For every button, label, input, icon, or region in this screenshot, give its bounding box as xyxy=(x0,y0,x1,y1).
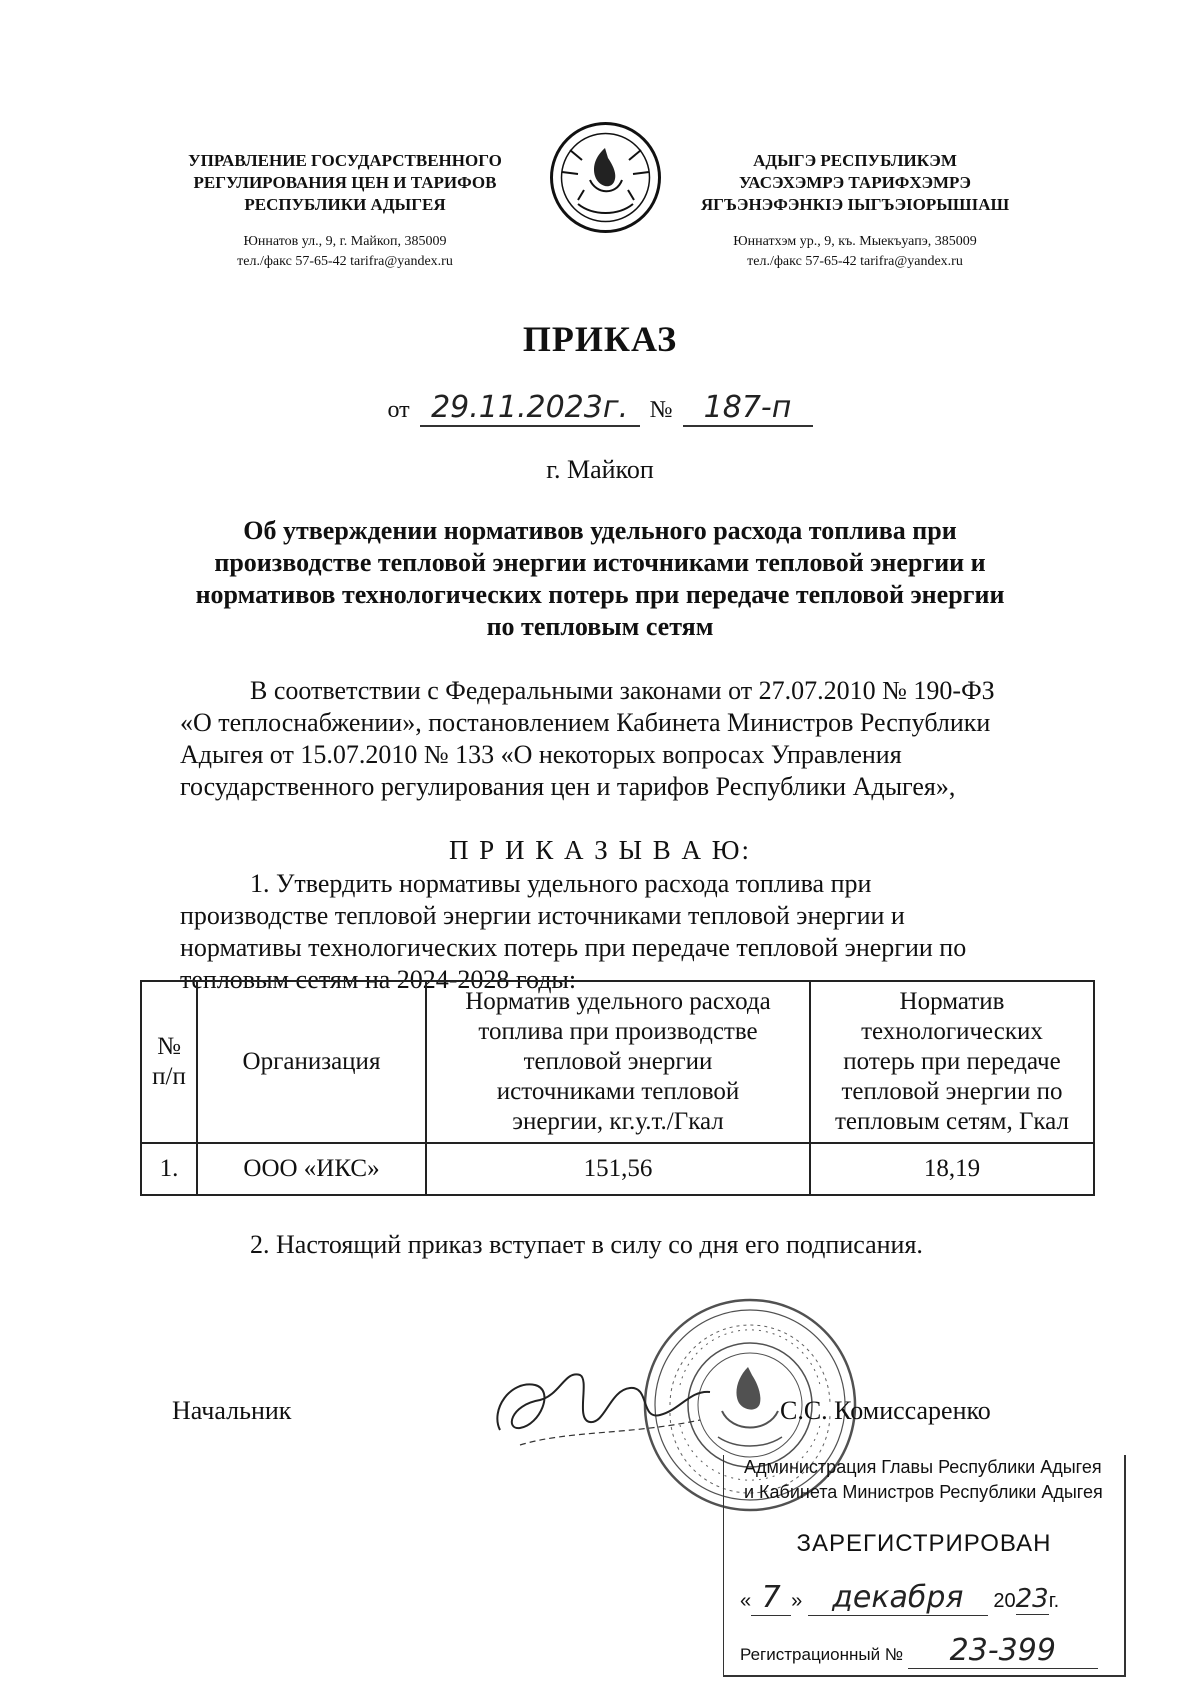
handwritten-signature-icon xyxy=(480,1350,720,1460)
reg-number-line xyxy=(740,1633,1120,1669)
loss-header-line: тепловой энергии по xyxy=(841,1078,1063,1105)
reg-day: 7 xyxy=(751,1580,791,1616)
col-header-number xyxy=(141,981,197,1143)
republic-emblem-icon xyxy=(548,120,663,235)
header-left-phone-email: тел./факс 57-65-42 tarifra@yandex.ru xyxy=(237,254,453,269)
cell-fuel-norm: 151,56 xyxy=(426,1143,810,1195)
col-header-fuel-norm xyxy=(426,981,810,1143)
reg-authority-line1: Администрация Главы Республики Адыгея xyxy=(744,1457,1102,1477)
item1-line3: нормативы технологических потерь при передаче тепловой энергии по xyxy=(180,933,967,962)
loss-header-line: тепловым сетям, Гкал xyxy=(835,1108,1069,1135)
subject-line1: Об утверждении нормативов удельного расхода топлива при xyxy=(243,516,957,545)
loss-header-line: потерь при передаче xyxy=(843,1048,1061,1075)
header-right-line3: ЯГЪЭНЭФЭНКIЭ IЫГЪЭIОРЫШIАШ xyxy=(700,195,1010,214)
order-directive: П Р И К А З Ы В А Ю: xyxy=(448,835,752,865)
table-header-row xyxy=(141,981,1094,1143)
item1-line2: производстве тепловой энергии источниками тепловой энергии и xyxy=(180,901,905,930)
signatory-name: С.С. Комиссаренко xyxy=(780,1396,991,1425)
subject-line3: нормативов технологических потерь при передаче тепловой энергии xyxy=(195,580,1005,609)
item-2: 2. Настоящий приказ вступает в силу со дня его подписания. xyxy=(250,1230,923,1259)
reg-date-line xyxy=(740,1580,1120,1616)
reg-year-prefix: 20 xyxy=(993,1590,1016,1612)
order-number-label: № xyxy=(649,397,673,423)
fuel-header-line: энергии, кг.у.т./Гкал xyxy=(512,1108,724,1135)
fuel-header-line: топлива при производстве xyxy=(478,1018,758,1045)
item1-line1: 1. Утвердить нормативы удельного расхода топлива при xyxy=(250,869,872,898)
fuel-header-line: тепловой энергии xyxy=(523,1048,713,1075)
loss-header-line: Норматив xyxy=(899,988,1005,1015)
reg-authority-line2: и Кабинета Министров Республики Адыгея xyxy=(744,1482,1103,1502)
reg-year-label: г. xyxy=(1048,1590,1060,1612)
reg-year-suffix: 23 xyxy=(1015,1584,1049,1614)
header-right-contacts xyxy=(665,232,1045,272)
col-header-organization: Организация xyxy=(197,981,426,1143)
header-right-title xyxy=(665,150,1045,216)
order-number: 187-п xyxy=(683,390,813,427)
header-left-line3: РЕСПУБЛИКИ АДЫГЕЯ xyxy=(244,195,446,214)
header-left-line1: УПРАВЛЕНИЕ ГОСУДАРСТВЕННОГО xyxy=(188,151,502,170)
header-left-address: Юннатов ул., 9, г. Майкоп, 385009 xyxy=(243,234,447,249)
header-left-title xyxy=(170,150,520,216)
header-right-address: Юннатхэм ур., 9, къ. Мыекъуапэ, 385009 xyxy=(733,234,977,249)
table-row xyxy=(141,1143,1094,1195)
preamble-line4: государственного регулирования цен и тарифов Республики Адыгея», xyxy=(180,772,956,801)
order-subject xyxy=(150,515,1050,643)
norms-table xyxy=(140,980,1095,1196)
header-left-contacts xyxy=(170,232,520,272)
order-line xyxy=(0,390,1200,427)
header-left-line2: РЕГУЛИРОВАНИЯ ЦЕН И ТАРИФОВ xyxy=(193,173,497,192)
order-date: 29.11.2023г. xyxy=(420,390,640,427)
item-1 xyxy=(180,868,1055,996)
preamble-line1: В соответствии с Федеральными законами от 27.07.2010 № 190-ФЗ xyxy=(250,676,995,705)
cell-loss-norm: 18,19 xyxy=(810,1143,1094,1195)
preamble-line3: Адыгея от 15.07.2010 № 133 «О некоторых вопросах Управления xyxy=(180,740,902,769)
preamble xyxy=(180,675,1055,803)
item1-line4: тепловым сетям на 2024-2028 годы: xyxy=(180,965,577,994)
header-right-phone-email: тел./факс 57-65-42 tarifra@yandex.ru xyxy=(747,254,963,269)
reg-quote-open: « xyxy=(740,1590,752,1612)
signatory-position: Начальник xyxy=(172,1396,292,1425)
reg-number: 23-399 xyxy=(908,1633,1098,1669)
cell-number: 1. xyxy=(141,1143,197,1195)
cell-organization: ООО «ИКС» xyxy=(197,1143,426,1195)
reg-status: ЗАРЕГИСТРИРОВАН xyxy=(796,1530,1052,1557)
reg-month: декабря xyxy=(808,1580,988,1616)
document-title: ПРИКАЗ xyxy=(522,319,678,359)
city: г. Майкоп xyxy=(546,455,654,484)
registration-stamp xyxy=(723,1455,1126,1677)
header-right-line2: УАСЭХЭМРЭ ТАРИФХЭМРЭ xyxy=(739,173,971,192)
order-from-label: от xyxy=(387,397,410,423)
fuel-header-line: Норматив удельного расхода xyxy=(465,988,771,1015)
header-right-line1: АДЫГЭ РЕСПУБЛИКЭМ xyxy=(753,151,957,170)
subject-line2: производстве тепловой энергии источниками тепловой энергии и xyxy=(214,548,986,577)
preamble-line2: «О теплоснабжении», постановлением Кабинета Министров Республики xyxy=(180,708,991,737)
loss-header-line: технологических xyxy=(861,1018,1043,1045)
fuel-header-line: источниками тепловой xyxy=(496,1078,740,1105)
reg-number-label: Регистрационный № xyxy=(740,1645,904,1664)
col-header-loss-norm xyxy=(810,981,1094,1143)
col-header-number-line1: № xyxy=(157,1033,181,1060)
reg-quote-close: » xyxy=(791,1590,803,1612)
subject-line4: по тепловым сетям xyxy=(486,612,714,641)
col-header-number-line2: п/п xyxy=(152,1063,186,1090)
